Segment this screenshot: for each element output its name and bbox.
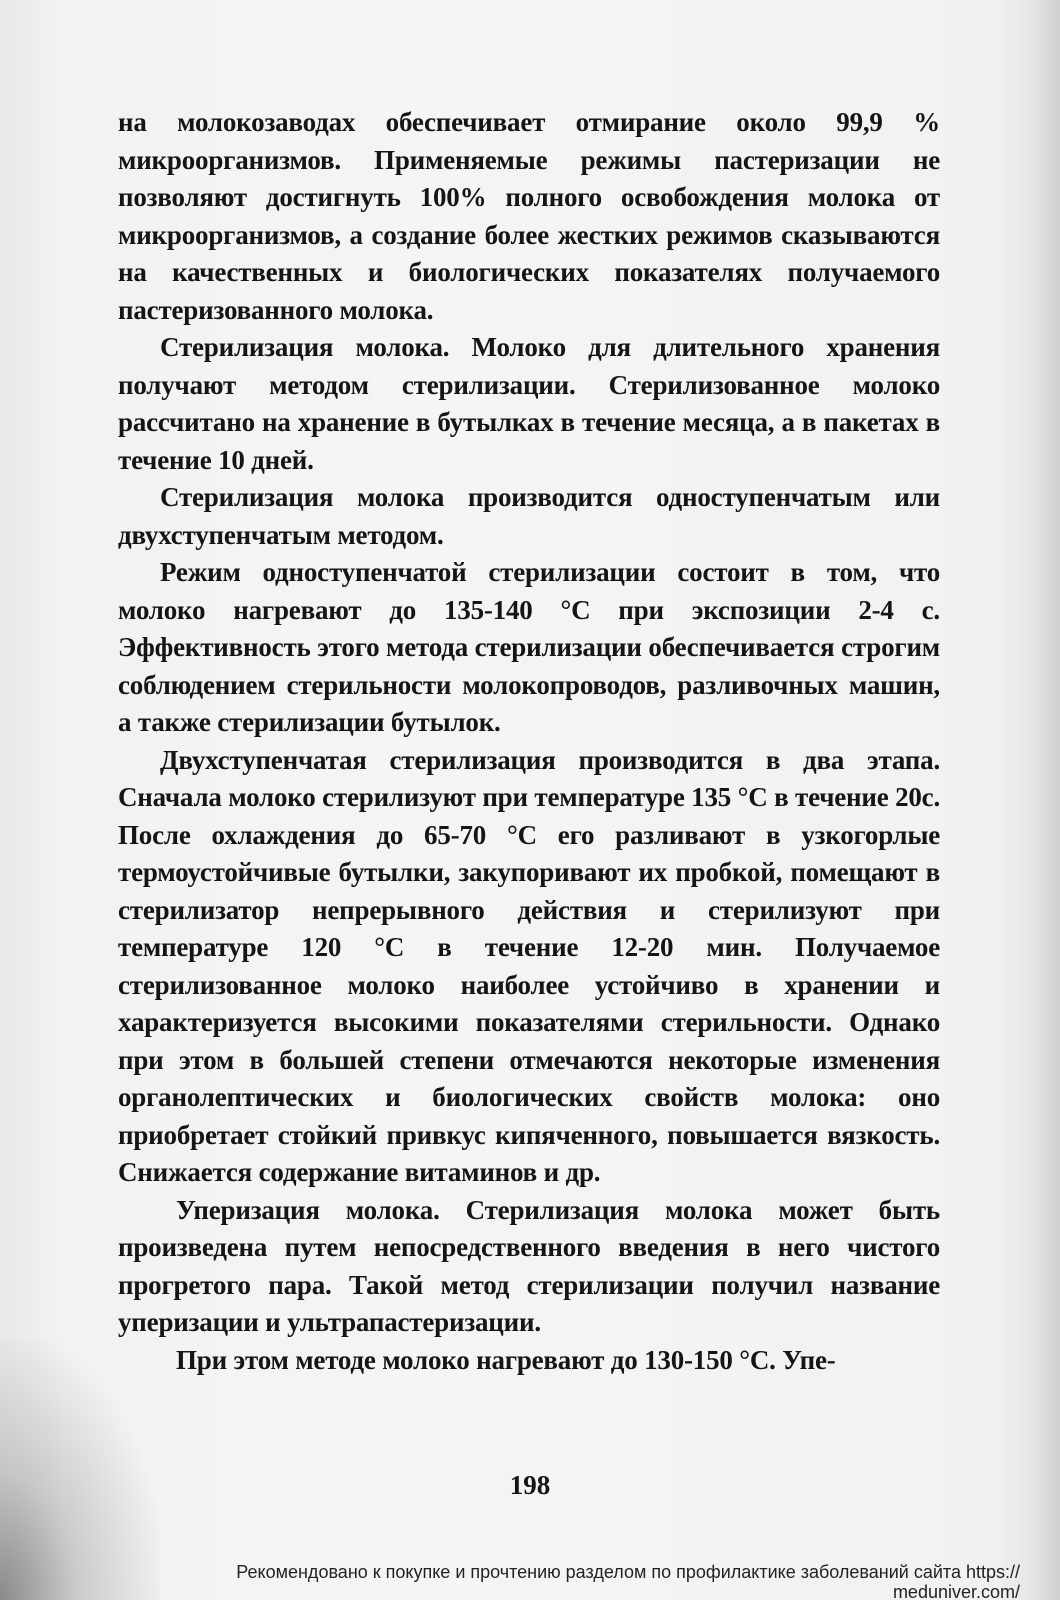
- paragraph-methods-text: Стерилизация молока производится одноступенчатым или двухступенчатым методом.: [118, 482, 940, 550]
- paragraph-uperization: [118, 1192, 940, 1342]
- body-text: [118, 104, 940, 1379]
- paragraph-uperization-lead: Уперизация молока.: [176, 1194, 440, 1225]
- paragraph-two-stage-lead: Двухступенчатая стерилизация: [160, 744, 556, 775]
- paragraph-sterilization: [118, 329, 940, 479]
- footer-recommendation: [120, 1562, 1020, 1600]
- paragraph-1-text: на молокозаводах обеспечивает отмирание около 99,9 % микроорганизмов. Применяемые режимы пастеризации не позволяют достигнуть 100% полного освобождения молока от микроорганизмов, а создание более жестких режимов сказываются на качественных и биологических показателях получаемого пастеризованного молока.: [118, 107, 940, 325]
- footer-line-1: Рекомендовано к покупке и прочтению разделом по профилактике заболеваний сайта https://: [236, 1562, 1020, 1582]
- paragraph-uperization-text: Стерилизация молока может быть произведена путем непосредственного введения в него чистого прогретого пара. Такой метод стерилизации получил название уперизации и ультрапастеризации.: [118, 1194, 940, 1337]
- paragraph-1: [118, 104, 940, 329]
- paragraph-one-stage: [118, 554, 940, 742]
- paragraph-two-stage: [118, 742, 940, 1192]
- paragraph-methods: [118, 479, 940, 554]
- paragraph-heating-text: При этом методе молоко нагревают до 130-150 °С. Упе-: [176, 1344, 836, 1375]
- paragraph-sterilization-text: Молоко для длительного хранения получают методом стерилизации. Стерилизованное молоко рассчитано на хранение в бутылках в течение месяца, а в пакетах в течение 10 дней.: [118, 332, 941, 475]
- footer-line-2: meduniver.com/: [892, 1582, 1020, 1600]
- page-number: 198: [509, 1470, 551, 1500]
- page-edge-shadow: [1032, 0, 1060, 1600]
- paragraph-one-stage-text: состоит в том, что молоко нагревают до 135-140 °С при экспозиции 2-4 с. Эффективность этого метода стерилизации обеспечивается строгим соблюдением стерильности молокопроводов, разливочных машин, а также стерилизации бутылок.: [118, 557, 940, 737]
- paragraph-two-stage-text: производится в два этапа. Сначала молоко стерилизуют при температуре 135 °С в течение 20с. После охлаждения до 65-70 °С его разливают в узкогорлые термоустойчивые бутылки, закупоривают их пробкой, помещают в стерилизатор непрерывного действия и стерилизуют при температуре 120 °С в течение 12-20 мин. Получаемое стерилизованное молоко наиболее устойчиво в хранении и характеризуется высокими показателями стерильности. Однако при этом в большей степени отмечаются некоторые изменения органолептических и биологических свойств молока: оно приобретает стойкий привкус кипяченного, повышается вязкость. Снижается содержание витаминов и др.: [118, 744, 940, 1187]
- paragraph-heating: [118, 1342, 940, 1380]
- paragraph-sterilization-lead: Стерилизация молока.: [160, 332, 450, 362]
- paragraph-one-stage-lead: Режим одноступенчатой стерилизации: [160, 557, 656, 587]
